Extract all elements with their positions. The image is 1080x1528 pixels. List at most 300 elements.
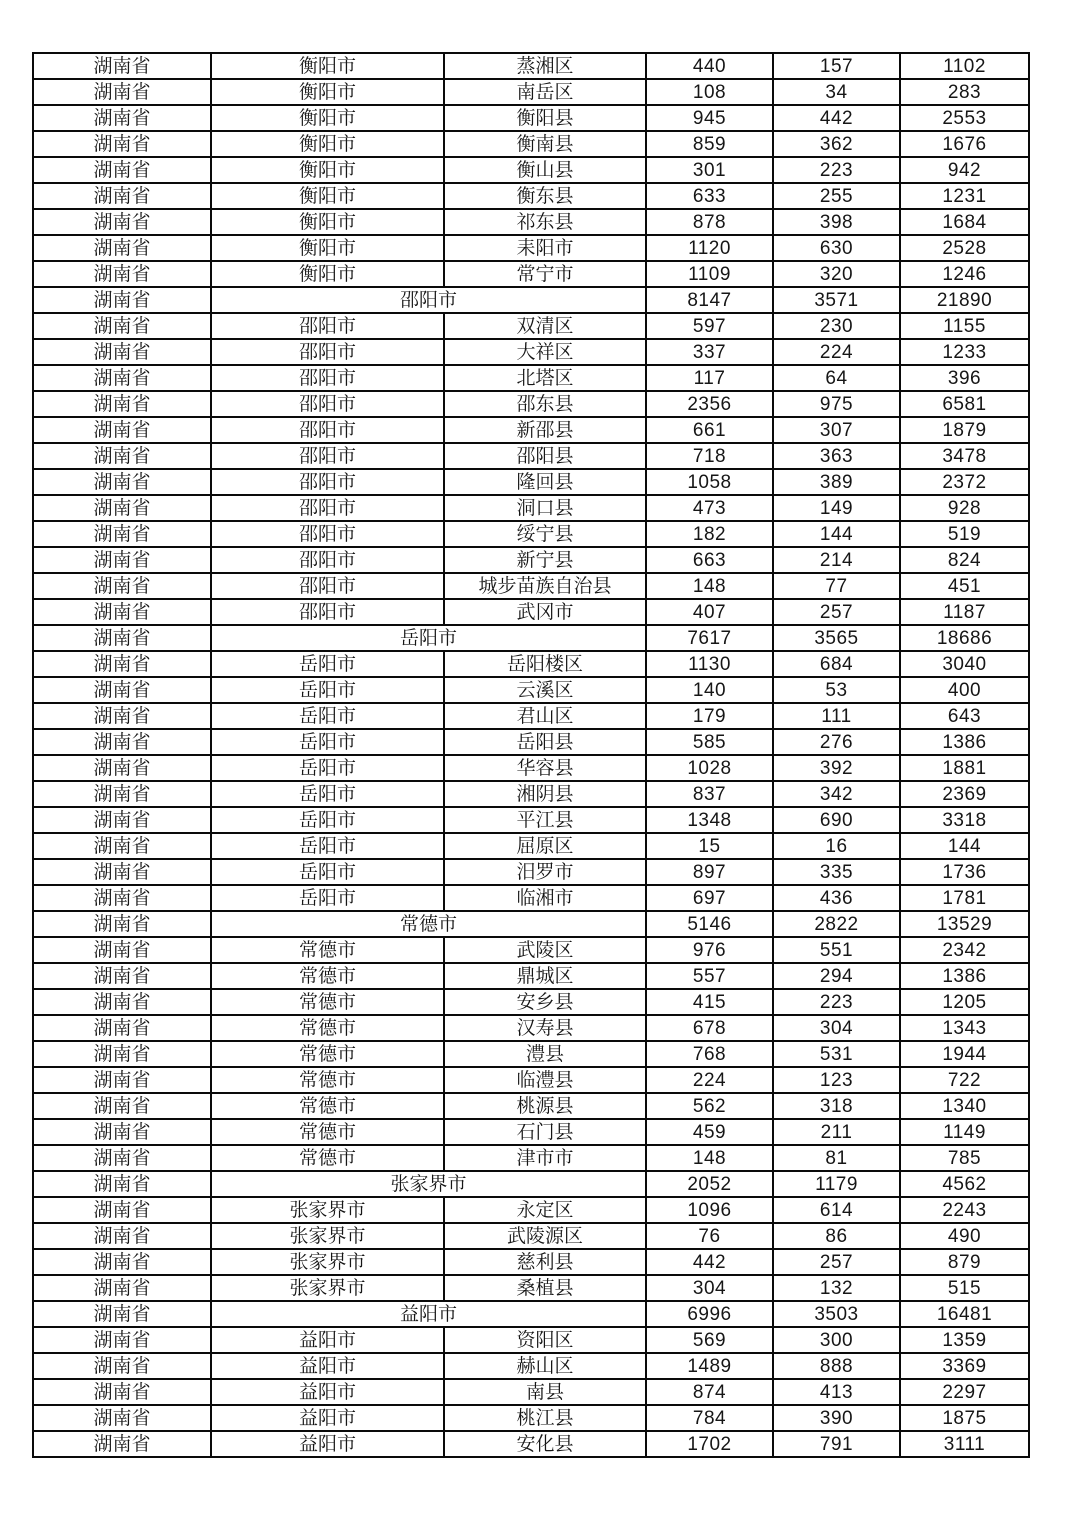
city-cell: 常德市 [211, 989, 444, 1015]
value-cell: 436 [773, 885, 900, 911]
table-row [33, 885, 1029, 911]
value-cell: 1702 [646, 1431, 773, 1457]
province-cell: 湖南省 [33, 885, 211, 911]
province-cell: 湖南省 [33, 443, 211, 469]
value-cell: 975 [773, 391, 900, 417]
value-cell: 1130 [646, 651, 773, 677]
value-cell: 148 [646, 573, 773, 599]
city-cell: 岳阳市 [211, 703, 444, 729]
value-cell: 1233 [900, 339, 1029, 365]
province-cell: 湖南省 [33, 1197, 211, 1223]
district-cell: 安乡县 [444, 989, 646, 1015]
value-cell: 3571 [773, 287, 900, 313]
value-cell: 4562 [900, 1171, 1029, 1197]
value-cell: 108 [646, 79, 773, 105]
province-cell: 湖南省 [33, 781, 211, 807]
city-cell: 益阳市 [211, 1353, 444, 1379]
province-cell: 湖南省 [33, 1405, 211, 1431]
city-cell: 衡阳市 [211, 183, 444, 209]
value-cell: 16481 [900, 1301, 1029, 1327]
city-cell: 邵阳市 [211, 495, 444, 521]
value-cell: 1096 [646, 1197, 773, 1223]
value-cell: 2356 [646, 391, 773, 417]
value-cell: 307 [773, 417, 900, 443]
district-cell: 桃江县 [444, 1405, 646, 1431]
value-cell: 722 [900, 1067, 1029, 1093]
value-cell: 1489 [646, 1353, 773, 1379]
table-row [33, 183, 1029, 209]
province-cell: 湖南省 [33, 937, 211, 963]
district-cell: 平江县 [444, 807, 646, 833]
value-cell: 255 [773, 183, 900, 209]
value-cell: 888 [773, 1353, 900, 1379]
city-cell: 张家界市 [211, 1197, 444, 1223]
city-cell: 岳阳市 [211, 677, 444, 703]
value-cell: 643 [900, 703, 1029, 729]
district-cell: 云溪区 [444, 677, 646, 703]
value-cell: 16 [773, 833, 900, 859]
value-cell: 1187 [900, 599, 1029, 625]
value-cell: 257 [773, 1249, 900, 1275]
district-cell: 新宁县 [444, 547, 646, 573]
district-cell: 永定区 [444, 1197, 646, 1223]
table-row [33, 729, 1029, 755]
value-cell: 224 [773, 339, 900, 365]
value-cell: 3478 [900, 443, 1029, 469]
table-row [33, 547, 1029, 573]
district-cell: 岳阳县 [444, 729, 646, 755]
table-row [33, 1405, 1029, 1431]
city-total-row [33, 911, 1029, 937]
province-cell: 湖南省 [33, 1327, 211, 1353]
value-cell: 1120 [646, 235, 773, 261]
district-cell: 武冈市 [444, 599, 646, 625]
province-cell: 湖南省 [33, 495, 211, 521]
value-cell: 519 [900, 521, 1029, 547]
city-cell: 岳阳市 [211, 781, 444, 807]
city-cell: 邵阳市 [211, 469, 444, 495]
value-cell: 7617 [646, 625, 773, 651]
value-cell: 117 [646, 365, 773, 391]
district-cell: 临澧县 [444, 1067, 646, 1093]
city-cell: 邵阳市 [211, 417, 444, 443]
city-cell: 常德市 [211, 1041, 444, 1067]
province-cell: 湖南省 [33, 1145, 211, 1171]
value-cell: 21890 [900, 287, 1029, 313]
table-row [33, 989, 1029, 1015]
district-cell: 北塔区 [444, 365, 646, 391]
city-cell: 衡阳市 [211, 261, 444, 287]
province-cell: 湖南省 [33, 963, 211, 989]
value-cell: 768 [646, 1041, 773, 1067]
value-cell: 2528 [900, 235, 1029, 261]
value-cell: 718 [646, 443, 773, 469]
city-cell: 岳阳市 [211, 625, 646, 651]
province-cell: 湖南省 [33, 651, 211, 677]
province-cell: 湖南省 [33, 677, 211, 703]
value-cell: 440 [646, 53, 773, 79]
district-cell: 临湘市 [444, 885, 646, 911]
city-cell: 衡阳市 [211, 157, 444, 183]
value-cell: 633 [646, 183, 773, 209]
table-row [33, 755, 1029, 781]
table-row [33, 443, 1029, 469]
value-cell: 18686 [900, 625, 1029, 651]
value-cell: 945 [646, 105, 773, 131]
value-cell: 678 [646, 1015, 773, 1041]
city-cell: 岳阳市 [211, 859, 444, 885]
district-cell: 石门县 [444, 1119, 646, 1145]
hunan-region-data-table [32, 52, 1030, 1458]
province-cell: 湖南省 [33, 339, 211, 365]
table-row [33, 235, 1029, 261]
district-cell: 邵东县 [444, 391, 646, 417]
province-cell: 湖南省 [33, 1171, 211, 1197]
value-cell: 562 [646, 1093, 773, 1119]
value-cell: 77 [773, 573, 900, 599]
table-row [33, 859, 1029, 885]
table-row [33, 677, 1029, 703]
value-cell: 3040 [900, 651, 1029, 677]
value-cell: 294 [773, 963, 900, 989]
city-cell: 益阳市 [211, 1431, 444, 1457]
value-cell: 1205 [900, 989, 1029, 1015]
province-cell: 湖南省 [33, 157, 211, 183]
value-cell: 6581 [900, 391, 1029, 417]
city-cell: 常德市 [211, 1145, 444, 1171]
table-row [33, 105, 1029, 131]
value-cell: 337 [646, 339, 773, 365]
value-cell: 211 [773, 1119, 900, 1145]
province-cell: 湖南省 [33, 183, 211, 209]
value-cell: 1340 [900, 1093, 1029, 1119]
value-cell: 6996 [646, 1301, 773, 1327]
city-total-row [33, 287, 1029, 313]
value-cell: 3369 [900, 1353, 1029, 1379]
value-cell: 1781 [900, 885, 1029, 911]
province-cell: 湖南省 [33, 1015, 211, 1041]
value-cell: 3111 [900, 1431, 1029, 1457]
province-cell: 湖南省 [33, 807, 211, 833]
province-cell: 湖南省 [33, 625, 211, 651]
district-cell: 湘阴县 [444, 781, 646, 807]
value-cell: 451 [900, 573, 1029, 599]
value-cell: 784 [646, 1405, 773, 1431]
value-cell: 2822 [773, 911, 900, 937]
value-cell: 928 [900, 495, 1029, 521]
city-cell: 衡阳市 [211, 131, 444, 157]
district-cell: 双清区 [444, 313, 646, 339]
city-cell: 邵阳市 [211, 391, 444, 417]
value-cell: 942 [900, 157, 1029, 183]
province-cell: 湖南省 [33, 755, 211, 781]
province-cell: 湖南省 [33, 469, 211, 495]
value-cell: 1109 [646, 261, 773, 287]
table-body [33, 53, 1029, 1457]
city-cell: 岳阳市 [211, 833, 444, 859]
city-cell: 岳阳市 [211, 755, 444, 781]
value-cell: 157 [773, 53, 900, 79]
district-cell: 衡阳县 [444, 105, 646, 131]
value-cell: 1879 [900, 417, 1029, 443]
city-total-row [33, 625, 1029, 651]
province-cell: 湖南省 [33, 1119, 211, 1145]
value-cell: 2297 [900, 1379, 1029, 1405]
city-cell: 邵阳市 [211, 287, 646, 313]
value-cell: 230 [773, 313, 900, 339]
city-cell: 常德市 [211, 1093, 444, 1119]
city-cell: 岳阳市 [211, 651, 444, 677]
value-cell: 785 [900, 1145, 1029, 1171]
value-cell: 874 [646, 1379, 773, 1405]
province-cell: 湖南省 [33, 547, 211, 573]
city-cell: 衡阳市 [211, 79, 444, 105]
city-cell: 衡阳市 [211, 209, 444, 235]
table-row [33, 209, 1029, 235]
value-cell: 179 [646, 703, 773, 729]
province-cell: 湖南省 [33, 573, 211, 599]
district-cell: 武陵区 [444, 937, 646, 963]
value-cell: 585 [646, 729, 773, 755]
table-row [33, 703, 1029, 729]
district-cell: 澧县 [444, 1041, 646, 1067]
district-cell: 安化县 [444, 1431, 646, 1457]
city-cell: 常德市 [211, 1067, 444, 1093]
province-cell: 湖南省 [33, 313, 211, 339]
city-cell: 岳阳市 [211, 807, 444, 833]
value-cell: 15 [646, 833, 773, 859]
value-cell: 697 [646, 885, 773, 911]
table-row [33, 1353, 1029, 1379]
district-cell: 衡山县 [444, 157, 646, 183]
city-cell: 张家界市 [211, 1223, 444, 1249]
value-cell: 490 [900, 1223, 1029, 1249]
table-row [33, 79, 1029, 105]
province-cell: 湖南省 [33, 1379, 211, 1405]
district-cell: 隆回县 [444, 469, 646, 495]
district-cell: 桑植县 [444, 1275, 646, 1301]
value-cell: 791 [773, 1431, 900, 1457]
district-cell: 君山区 [444, 703, 646, 729]
value-cell: 132 [773, 1275, 900, 1301]
value-cell: 304 [646, 1275, 773, 1301]
province-cell: 湖南省 [33, 833, 211, 859]
province-cell: 湖南省 [33, 729, 211, 755]
value-cell: 1875 [900, 1405, 1029, 1431]
city-cell: 邵阳市 [211, 573, 444, 599]
table-row [33, 1249, 1029, 1275]
table-row [33, 53, 1029, 79]
table-row [33, 807, 1029, 833]
value-cell: 551 [773, 937, 900, 963]
value-cell: 2243 [900, 1197, 1029, 1223]
table-row [33, 1041, 1029, 1067]
value-cell: 442 [773, 105, 900, 131]
value-cell: 837 [646, 781, 773, 807]
district-cell: 津市市 [444, 1145, 646, 1171]
province-cell: 湖南省 [33, 521, 211, 547]
city-cell: 张家界市 [211, 1275, 444, 1301]
city-cell: 邵阳市 [211, 547, 444, 573]
province-cell: 湖南省 [33, 391, 211, 417]
value-cell: 1246 [900, 261, 1029, 287]
value-cell: 257 [773, 599, 900, 625]
value-cell: 76 [646, 1223, 773, 1249]
value-cell: 1179 [773, 1171, 900, 1197]
value-cell: 320 [773, 261, 900, 287]
district-cell: 祁东县 [444, 209, 646, 235]
value-cell: 614 [773, 1197, 900, 1223]
value-cell: 304 [773, 1015, 900, 1041]
city-cell: 岳阳市 [211, 885, 444, 911]
district-cell: 汨罗市 [444, 859, 646, 885]
value-cell: 413 [773, 1379, 900, 1405]
table-row [33, 1145, 1029, 1171]
table-row [33, 1223, 1029, 1249]
city-cell: 衡阳市 [211, 53, 444, 79]
value-cell: 1386 [900, 729, 1029, 755]
city-cell: 邵阳市 [211, 443, 444, 469]
value-cell: 144 [900, 833, 1029, 859]
value-cell: 1676 [900, 131, 1029, 157]
province-cell: 湖南省 [33, 599, 211, 625]
value-cell: 2052 [646, 1171, 773, 1197]
province-cell: 湖南省 [33, 1093, 211, 1119]
value-cell: 3503 [773, 1301, 900, 1327]
value-cell: 859 [646, 131, 773, 157]
value-cell: 182 [646, 521, 773, 547]
district-cell: 武陵源区 [444, 1223, 646, 1249]
table-row [33, 651, 1029, 677]
table-row [33, 599, 1029, 625]
value-cell: 1155 [900, 313, 1029, 339]
value-cell: 1058 [646, 469, 773, 495]
table-row [33, 1431, 1029, 1457]
city-cell: 邵阳市 [211, 599, 444, 625]
table-row [33, 1275, 1029, 1301]
value-cell: 663 [646, 547, 773, 573]
province-cell: 湖南省 [33, 1431, 211, 1457]
value-cell: 224 [646, 1067, 773, 1093]
value-cell: 335 [773, 859, 900, 885]
value-cell: 2372 [900, 469, 1029, 495]
district-cell: 衡南县 [444, 131, 646, 157]
value-cell: 661 [646, 417, 773, 443]
value-cell: 362 [773, 131, 900, 157]
value-cell: 690 [773, 807, 900, 833]
province-cell: 湖南省 [33, 989, 211, 1015]
table-row [33, 1197, 1029, 1223]
value-cell: 459 [646, 1119, 773, 1145]
value-cell: 318 [773, 1093, 900, 1119]
city-cell: 岳阳市 [211, 729, 444, 755]
value-cell: 1881 [900, 755, 1029, 781]
value-cell: 1028 [646, 755, 773, 781]
table-row [33, 1015, 1029, 1041]
value-cell: 300 [773, 1327, 900, 1353]
table-row [33, 573, 1029, 599]
value-cell: 276 [773, 729, 900, 755]
province-cell: 湖南省 [33, 1223, 211, 1249]
value-cell: 111 [773, 703, 900, 729]
city-cell: 常德市 [211, 1015, 444, 1041]
province-cell: 湖南省 [33, 859, 211, 885]
district-cell: 邵阳县 [444, 443, 646, 469]
value-cell: 515 [900, 1275, 1029, 1301]
value-cell: 1386 [900, 963, 1029, 989]
value-cell: 283 [900, 79, 1029, 105]
district-cell: 衡东县 [444, 183, 646, 209]
value-cell: 223 [773, 989, 900, 1015]
province-cell: 湖南省 [33, 79, 211, 105]
value-cell: 531 [773, 1041, 900, 1067]
value-cell: 976 [646, 937, 773, 963]
province-cell: 湖南省 [33, 1067, 211, 1093]
province-cell: 湖南省 [33, 131, 211, 157]
value-cell: 140 [646, 677, 773, 703]
province-cell: 湖南省 [33, 105, 211, 131]
city-cell: 邵阳市 [211, 339, 444, 365]
district-cell: 新邵县 [444, 417, 646, 443]
table-row [33, 469, 1029, 495]
city-cell: 益阳市 [211, 1379, 444, 1405]
district-cell: 常宁市 [444, 261, 646, 287]
table-row [33, 391, 1029, 417]
value-cell: 389 [773, 469, 900, 495]
city-total-row [33, 1301, 1029, 1327]
value-cell: 301 [646, 157, 773, 183]
table-row [33, 339, 1029, 365]
value-cell: 415 [646, 989, 773, 1015]
table-row [33, 1119, 1029, 1145]
value-cell: 223 [773, 157, 900, 183]
city-cell: 邵阳市 [211, 521, 444, 547]
table-row [33, 781, 1029, 807]
value-cell: 597 [646, 313, 773, 339]
district-cell: 大祥区 [444, 339, 646, 365]
district-cell: 耒阳市 [444, 235, 646, 261]
table-row [33, 937, 1029, 963]
value-cell: 123 [773, 1067, 900, 1093]
city-cell: 衡阳市 [211, 105, 444, 131]
table-row [33, 1093, 1029, 1119]
value-cell: 398 [773, 209, 900, 235]
value-cell: 3318 [900, 807, 1029, 833]
value-cell: 630 [773, 235, 900, 261]
value-cell: 64 [773, 365, 900, 391]
province-cell: 湖南省 [33, 1353, 211, 1379]
table-row [33, 157, 1029, 183]
value-cell: 400 [900, 677, 1029, 703]
value-cell: 1231 [900, 183, 1029, 209]
district-cell: 屈原区 [444, 833, 646, 859]
value-cell: 473 [646, 495, 773, 521]
table-row [33, 313, 1029, 339]
value-cell: 1736 [900, 859, 1029, 885]
province-cell: 湖南省 [33, 1041, 211, 1067]
province-cell: 湖南省 [33, 53, 211, 79]
district-cell: 鼎城区 [444, 963, 646, 989]
province-cell: 湖南省 [33, 365, 211, 391]
district-cell: 南岳区 [444, 79, 646, 105]
district-cell: 洞口县 [444, 495, 646, 521]
table-row [33, 261, 1029, 287]
value-cell: 144 [773, 521, 900, 547]
district-cell: 蒸湘区 [444, 53, 646, 79]
city-cell: 邵阳市 [211, 313, 444, 339]
city-cell: 张家界市 [211, 1249, 444, 1275]
table-row [33, 365, 1029, 391]
